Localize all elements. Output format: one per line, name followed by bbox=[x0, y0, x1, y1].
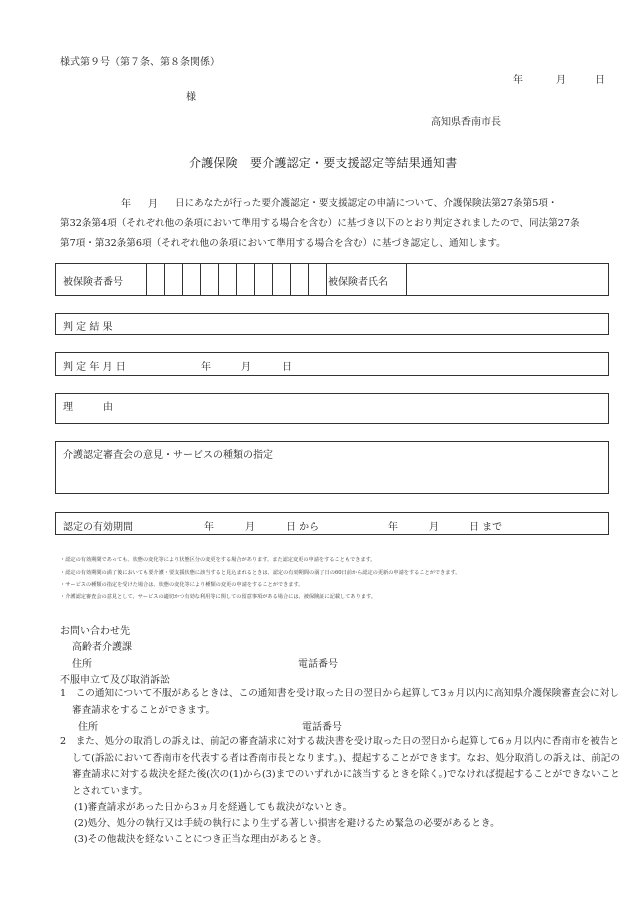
judgment-date-label: 判 定 年 月 日 bbox=[63, 362, 126, 373]
appeal-item-1: 1 この通知について不服があるときは、この通知書を受け取った日の翌日から起算して3ヵ月以内に高知県介護保険審査会に対し審査請求をすることができます。 bbox=[60, 688, 619, 716]
note-item: ・サービスの種類の指定を受けた場合は、状態の変化等により種類の変更の申請をすることができます。 bbox=[60, 582, 304, 588]
validity-to-day: 日 まで bbox=[469, 522, 503, 533]
insured-number-boxes bbox=[146, 264, 328, 295]
reason-label: 理 由 bbox=[63, 402, 113, 413]
appeal-sub-3: (3)その他裁決を経ないことにつき正当な理由があるとき。 bbox=[74, 834, 327, 845]
digit-box[interactable] bbox=[236, 264, 254, 295]
validity-label: 認定の有効期間 bbox=[63, 522, 133, 533]
date-month: 月 bbox=[556, 75, 566, 86]
appeal-heading: 不服申立て及び取消訴訟 bbox=[60, 675, 170, 686]
validity-from-day: 日 から bbox=[286, 522, 320, 533]
contact-department: 高齢者介護課 bbox=[72, 642, 132, 653]
digit-box[interactable] bbox=[146, 264, 164, 295]
judgment-month: 月 bbox=[241, 362, 251, 373]
appeal-sub-1: (1)審査請求があった日から3ヵ月を経過しても裁決がないとき。 bbox=[74, 802, 353, 813]
insured-name-divider bbox=[406, 264, 407, 295]
validity-to-month: 月 bbox=[429, 522, 439, 533]
date-day: 日 bbox=[595, 75, 605, 86]
reason-row bbox=[55, 393, 609, 424]
note-item: ・認定の有効期間の満了後においても要介護・要支援状態に該当すると見込まれるときは、認定の有効期間の満了日の60日前から認定の更新の申請をすることができます。 bbox=[60, 570, 461, 576]
insured-row bbox=[55, 263, 609, 296]
form-number: 様式第９号（第７条、第８条関係） bbox=[60, 57, 220, 68]
page-title: 介護保険 要介護認定・要支援認定等結果通知書 bbox=[189, 156, 458, 170]
validity-from-month: 月 bbox=[245, 522, 255, 533]
contact-address-label: 住所 bbox=[72, 659, 92, 670]
intro-month: 月 bbox=[148, 199, 158, 210]
intro-text-line1: 日にあなたが行った要介護認定・要支援認定の申請について、介護保険法第27条第5項・ bbox=[175, 198, 558, 209]
judgment-year: 年 bbox=[201, 362, 211, 373]
appeal-address-label: 住所 bbox=[78, 722, 98, 733]
contact-phone-label: 電話番号 bbox=[298, 659, 338, 670]
digit-box[interactable] bbox=[254, 264, 272, 295]
date-year: 年 bbox=[513, 75, 523, 86]
digit-box[interactable] bbox=[290, 264, 308, 295]
appeal-item-2: 2 また、処分の取消しの訴えは、前記の審査請求に対する裁決書を受け取った日の翌日から起算して6ヵ月以内に香南市を被告として(訴訟において香南市を代表する者は香南市長となります。)、提起することができます。なお、処分取消しの訴えは、前記の審査請求に対する裁決を経た後(次の(1)から(3)までのいずれかに該当するときを除く。)でなければ提起することができないこととされています。 bbox=[60, 736, 620, 797]
note-item: ・認定の有効期間であっても、状態の変化等により状態区分の変更をする場合があります。また認定変更の申請をすることもできます。 bbox=[60, 557, 376, 563]
committee-opinion-label: 介護認定審査会の意見・サービスの種類の指定 bbox=[63, 450, 273, 461]
digit-box[interactable] bbox=[308, 264, 326, 295]
intro-year: 年 bbox=[121, 199, 131, 210]
note-item: ・介護認定審査会の意見として、サービスの適切かつ有効な利用等に関しての留意事項がある場合には、被保険証に記載してあります。 bbox=[60, 594, 376, 600]
digit-box[interactable] bbox=[182, 264, 200, 295]
result-row bbox=[55, 313, 609, 335]
digit-box[interactable] bbox=[218, 264, 236, 295]
appeal-phone-label: 電話番号 bbox=[302, 722, 342, 733]
intro-text-line3: 第7項・第32条第6項（それぞれ他の条項において準用する場合を含む）に基づき認定し、通知します。 bbox=[60, 238, 506, 249]
contact-heading: お問い合わせ先 bbox=[60, 626, 130, 637]
insured-name-label: 被保険者氏名 bbox=[328, 277, 388, 288]
result-label: 判 定 結 果 bbox=[63, 322, 113, 333]
validity-from-year: 年 bbox=[204, 522, 214, 533]
judgment-date-row bbox=[55, 352, 609, 376]
digit-box[interactable] bbox=[164, 264, 182, 295]
digit-box[interactable] bbox=[200, 264, 218, 295]
validity-row bbox=[55, 512, 609, 535]
digit-box[interactable] bbox=[272, 264, 290, 295]
judgment-day: 日 bbox=[282, 362, 292, 373]
appeal-sub-2: (2)処分、処分の執行又は手続の執行により生ずる著しい損害を避けるため緊急の必要があるとき。 bbox=[74, 818, 500, 829]
validity-to-year: 年 bbox=[388, 522, 398, 533]
intro-text-line2: 第32条第4項（それぞれ他の条項において準用する場合を含む）に基づき以下のとおり判定されましたので、同法第27条 bbox=[60, 218, 580, 229]
addressee-suffix: 様 bbox=[186, 92, 196, 103]
insured-number-label: 被保険者番号 bbox=[63, 277, 123, 288]
issuer: 高知県香南市長 bbox=[431, 117, 501, 128]
committee-opinion-row bbox=[55, 441, 609, 494]
